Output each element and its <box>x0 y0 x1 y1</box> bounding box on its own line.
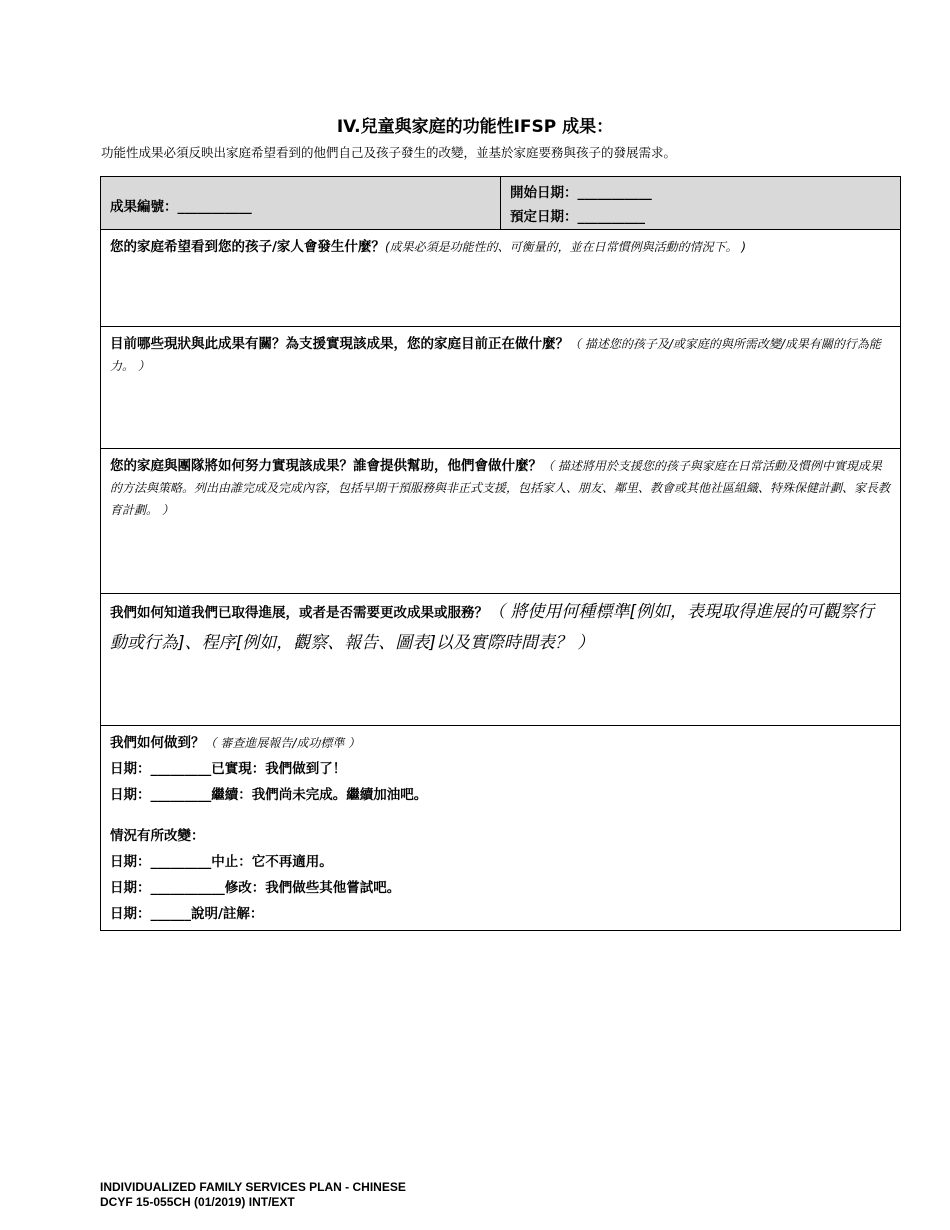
review-question: 我們如何做到？ <box>110 735 205 751</box>
target-date-field[interactable]: 預定日期：__________ <box>510 209 645 225</box>
form-header <box>101 177 900 229</box>
page-title: IV.兒童與家庭的功能性IFSP 成果： <box>336 117 614 137</box>
section-question: 目前哪些現狀與此成果有關？為支援實現該成果，您的家庭目前正在做什麼？ <box>110 336 569 352</box>
modified-date-field[interactable]: 日期：___________修改：我們做些其他嘗試吧。 <box>110 880 401 896</box>
section-question: 您的家庭希望看到您的孩子/家人會發生什麼？ <box>110 239 385 255</box>
section-current-status[interactable] <box>101 326 900 448</box>
review-hint: （ 審查進展報告/成功標準 ） <box>204 736 361 750</box>
outcome-number-field[interactable]: 成果編號：___________ <box>101 177 501 229</box>
section-hint: （ 描述將用於支援您的孩子與家庭在日常活動及慣例中實現成果的方法與策略。列出由誰完成及完成內容，包括早期干預服務與非正式支援，包括家人、朋友、鄰里、教會或其他社區組織、特殊保健計劃、家長教育計劃。 ） <box>110 459 891 517</box>
section-hint: （ 描述您的孩子及/或家庭的與所需改變/成果有關的行為能力。 ） <box>110 337 881 373</box>
discontinued-date-field[interactable]: 日期：_________中止：它不再適用。 <box>110 854 333 870</box>
date-fields <box>501 177 900 229</box>
outcome-form <box>100 176 901 931</box>
changed-heading: 情況有所改變： <box>110 828 205 844</box>
section-review <box>101 725 900 930</box>
section-family-wish[interactable] <box>101 229 900 326</box>
footer-form-code: DCYF 15-055CH (01/2019) INT/EXT <box>100 1195 295 1209</box>
achieved-date-field[interactable]: 日期：_________已實現：我們做到了！ <box>110 761 347 777</box>
section-team-strategies[interactable] <box>101 448 900 593</box>
start-date-field[interactable]: 開始日期：___________ <box>510 185 652 201</box>
section-progress-criteria[interactable] <box>101 593 900 725</box>
section-hint: （ 將使用何種標準[例如，表現取得進展的可觀察行動或行為]、程序[例如，觀察、報告、圖表]以及實際時間表？ ） <box>110 602 875 653</box>
section-question: 我們如何知道我們已取得進展，或者是否需要更改成果或服務？ <box>110 605 488 621</box>
section-hint: (成果必須是功能性的、可衡量的，並在日常慣例與活動的情況下。 ) <box>384 240 747 254</box>
page-subtitle: 功能性成果必須反映出家庭希望看到的他們自己及孩子發生的改變，並基於家庭要務與孩子的發展需求。 <box>101 145 677 160</box>
continue-date-field[interactable]: 日期：_________繼續：我們尚未完成。繼續加油吧。 <box>110 787 428 803</box>
footer-form-name: INDIVIDUALIZED FAMILY SERVICES PLAN - CHINESE <box>100 1180 406 1194</box>
notes-date-field[interactable]: 日期：______說明/註解： <box>110 906 264 922</box>
section-question: 您的家庭與團隊將如何努力實現該成果？誰會提供幫助，他們會做什麼？ <box>110 458 542 474</box>
page-footer <box>100 1180 406 1210</box>
